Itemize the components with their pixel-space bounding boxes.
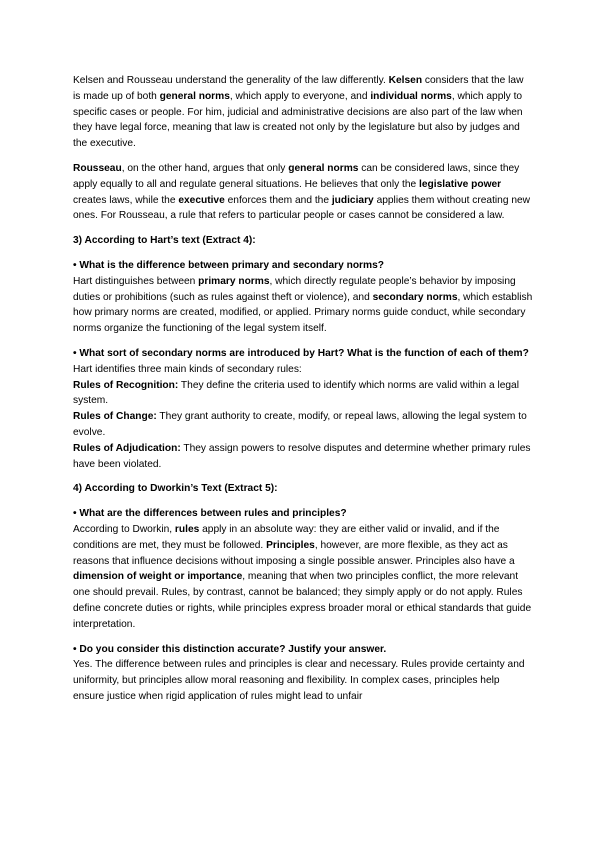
rule-change-label: Rules of Change:: [73, 411, 157, 423]
text-span: , which establish how primary norms are created, modified, or applied. Primary norms guide conduct, while secondary norms organize the functioning of the legal system itself.: [73, 291, 533, 335]
bold-term: rules: [174, 523, 200, 535]
paragraph-primary-secondary: [73, 258, 533, 337]
rule-recognition-label: Rules of Recognition:: [73, 379, 179, 391]
paragraph-kelsen-rousseau: [73, 73, 533, 152]
bold-term: secondary norms: [372, 291, 458, 303]
bold-term: dimension of weight or importance: [73, 571, 243, 583]
question-primary-secondary: • What is the difference between primary and secondary norms?: [73, 259, 384, 271]
text-span: Hart distinguishes between: [73, 275, 199, 287]
bold-term: Rousseau: [73, 162, 122, 174]
bold-term: general norms: [159, 90, 230, 102]
text-span: , on the other hand, argues that only: [121, 162, 289, 174]
bold-term: individual norms: [370, 90, 452, 102]
document-body: [73, 73, 533, 714]
text-span: apply in an absolute way: they are either valid or invalid, and if the conditions are met, they must be followed.: [73, 523, 500, 551]
text-span: Kelsen and Rousseau understand the generality of the law differently.: [73, 75, 389, 86]
text-span: Hart identifies three main kinds of secondary rules:: [73, 363, 302, 375]
text-span: , which apply to specific cases or people. For him, judicial and administrative decisions are also part of the law when they have legal force, meaning that law is created not only by the legislature but also by judges and the executive.: [73, 90, 523, 150]
bold-term: executive: [178, 194, 225, 206]
text-span: , which apply to everyone, and: [229, 90, 371, 102]
paragraph-rousseau: [73, 161, 533, 224]
bold-term: judiciary: [331, 194, 374, 206]
text-span: According to Dworkin,: [73, 523, 175, 535]
text-span: They assign powers to resolve disputes and determine whether primary rules have been violated.: [73, 442, 531, 470]
bold-term: Kelsen: [388, 75, 423, 86]
text-span: They define the criteria used to identify which norms are valid within a legal system.: [73, 379, 519, 407]
text-span: They grant authority to create, modify, or repeal laws, allowing the legal system to evolve.: [73, 411, 527, 438]
text-span: can be considered laws, since they apply equally to all and regulate general situations. He believes that only the: [73, 162, 520, 190]
bold-term: legislative power: [419, 178, 502, 190]
text-span: , meaning that when two principles conflict, the more relevant one should prevail. Rules, by contrast, cannot be balanced; they simply apply or do not apply. Rules define concrete duties or rights, while principles express broader moral or ethical standards that guide interpretation.: [73, 571, 532, 630]
paragraph-secondary-rules: [73, 346, 533, 472]
text-span: applies them without creating new ones. For Rousseau, a rule that refers to particular people or cases cannot be considered a law.: [73, 194, 531, 222]
paragraph-rules-principles: [73, 506, 533, 632]
text-span: enforces them and the: [224, 194, 332, 206]
text-span: considers that the law is made up of both: [73, 75, 524, 102]
section-heading-hart: 3) According to Hart’s text (Extract 4):: [73, 235, 256, 247]
text-span: creates laws, while the: [73, 194, 179, 206]
question-rules-principles: • What are the differences between rules and principles?: [73, 508, 347, 520]
text-span: , which directly regulate people’s behavior by imposing duties or prohibitions (such as rules against theft or violence), and: [73, 275, 516, 303]
bold-term: primary norms: [198, 275, 270, 287]
text-span: Yes. The difference between rules and principles is clear and necessary. Rules provide certainty and uniformity, but principles allow moral reasoning and flexibility. In complex cases, principles help ensure justice when rigid application of rules might lead to unfair: [73, 659, 525, 702]
bold-term: general norms: [288, 162, 359, 174]
question-distinction-accurate: • Do you consider this distinction accurate? Justify your answer.: [73, 643, 387, 655]
question-secondary-rules: • What sort of secondary norms are introduced by Hart? What is the function of each of them?: [73, 347, 529, 359]
paragraph-distinction-accurate: [73, 642, 533, 705]
text-span: , however, are more flexible, as they act as reasons that influence decisions without imposing a single possible answer. Principles also have a: [73, 539, 515, 567]
section-heading-dworkin: 4) According to Dworkin’s Text (Extract 5):: [73, 483, 278, 495]
bold-term: Principles: [266, 539, 315, 551]
rule-adjudication-label: Rules of Adjudication:: [73, 442, 181, 454]
